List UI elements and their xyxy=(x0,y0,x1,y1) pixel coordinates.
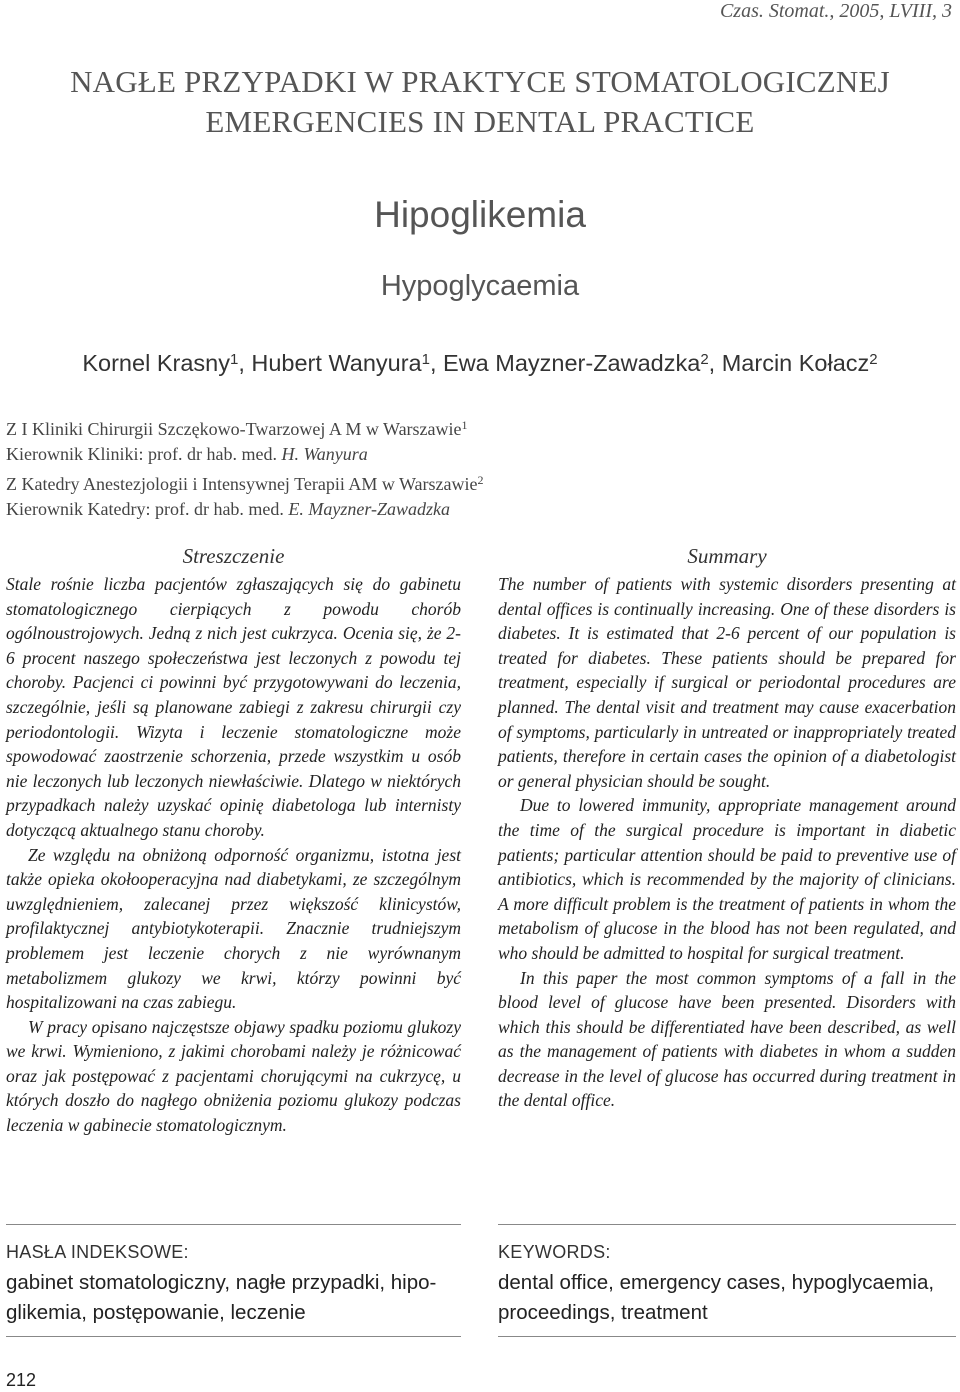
affiliation-mark: 2 xyxy=(477,473,484,487)
author-name: Hubert Wanyura xyxy=(251,350,422,376)
author-affiliation-mark: 1 xyxy=(229,351,239,368)
journal-reference: Czas. Stomat., 2005, LVIII, 3 xyxy=(719,0,952,22)
divider-top-left xyxy=(6,1224,461,1225)
author-separator: , xyxy=(708,350,722,376)
affiliation-head-name: E. Mayzner-Zawadzka xyxy=(288,499,451,519)
keywords-line: proceedings, treatment xyxy=(498,1301,708,1324)
keywords-line: glikemia, postępowanie, leczenie xyxy=(6,1301,306,1324)
abstract-paragraph: Stale rośnie liczba pacjentów zgłaszających się do gabinetu stomatologicznego cierpiących z powodu chorób ogólnoustrojowych. Jedną z nich jest cukrzyca. Ocenia się, że 2-6 procent naszego społeczeństwa jest leczonych z powodu tej choroby. Pacjenci ci powinni być przygotowywani do leczenia, szczególnie, jeśli są planowane zabiegi z zakresu chirurgii czy periodontologii. Wizyta i leczenie stomatologiczne może spowodować zaostrzenie schorzenia, przede wszystkim u osób nie leczonych lub leczonych niewłaściwie. Dlatego w niektórych przypadkach należy uzyskać opinię diabetologa lub internisty dotyczącą aktualnego stanu choroby. xyxy=(6,574,461,840)
article-title-pl: Hipoglikemia xyxy=(374,194,586,235)
article-title-en: Hypoglycaemia xyxy=(380,270,580,302)
affiliation-head-prefix: Kierownik Kliniki: prof. dr hab. med. xyxy=(6,444,282,464)
abstract-paragraph: In this paper the most common symptoms of a fall in the blood level of glucose have been presented. Disorders with which this should be differentiated have been described, as well as the management of patients with diabetes in whom a sudden decrease in the level of glucose has occurred during treatment in the dental office. xyxy=(498,967,956,1111)
series-title-pl: NAGŁE PRZYPADKI W PRAKTYCE STOMATOLOGICZNEJ xyxy=(70,64,890,99)
affiliation-unit: Z Katedry Anestezjologii i Intensywnej Terapii AM w Warszawie xyxy=(6,474,478,494)
abstract-paragraph: Ze względu na obniżoną odporność organizmu, istotna jest także opieka okołooperacyjna nad diabetykami, ze szczególnym uwzględnieniem, zalecanej przez większość klinicystów, profilaktycznej antybiotykoterapii. Znacznie trudniejszym problemem jest leczenie chorych z nie wyrównanym metabolizmem glukozy we krwi, którzy powinni być hospitalizowani na czas zabiegu. xyxy=(6,844,461,1013)
author-name: Ewa Mayzner-Zawadzka xyxy=(443,350,701,376)
keywords-en xyxy=(498,1268,956,1328)
author-name: Kornel Krasny xyxy=(82,350,230,376)
abstract-english xyxy=(498,542,956,1113)
affiliation-2 xyxy=(6,468,484,522)
affiliation-mark: 1 xyxy=(461,418,468,432)
author-list xyxy=(0,350,960,377)
author-affiliation-mark: 2 xyxy=(869,351,878,368)
abstract-polish xyxy=(6,542,461,1138)
divider-bottom-right xyxy=(498,1336,956,1337)
keywords-label-en: KEYWORDS: xyxy=(498,1242,611,1262)
author-affiliation-mark: 1 xyxy=(421,351,430,368)
divider-bottom-left xyxy=(6,1336,461,1337)
keywords-pl xyxy=(6,1268,461,1328)
keywords-line: dental office, emergency cases, hypoglycaemia, xyxy=(498,1271,935,1294)
author-separator: , xyxy=(238,350,252,376)
series-title-en: EMERGENCIES IN DENTAL PRACTICE xyxy=(205,104,755,139)
abstract-paragraph: Due to lowered immunity, appropriate management around the time of the surgical procedure is important in diabetic patients; particular attention should be paid to preventive use of antibiotics, which is recommended by the majority of clinicians. A more difficult problem is the treatment of patients in whom the metabolism of glucose in the blood has not been regulated, and who should be admitted to hospital for surgical treatment. xyxy=(498,795,956,963)
affiliation-1 xyxy=(6,413,468,467)
abstract-paragraph: The number of patients with systemic disorders presenting at dental offices is continually increasing. One of these disorders is diabetes. It is estimated that 2-6 percent of our population is treated for diabetes. These patients should be prepared for treatment, especially if surgical or periodontal procedures are planned. The dental visit and treatment may cause exacerbation of symptoms, particularly in untreated or inappropriately treated patients, therefore in certain cases the opinion of a diabetologist or general physician should be sought. xyxy=(498,574,956,791)
abstract-heading-en: Summary xyxy=(687,544,767,568)
affiliation-head-prefix: Kierownik Katedry: prof. dr hab. med. xyxy=(6,499,289,519)
author-affiliation-mark: 2 xyxy=(700,351,709,368)
abstract-paragraph: W pracy opisano najczęstsze objawy spadku poziomu glukozy we krwi. Wymieniono, z jakimi chorobami należy je różnicować oraz jak postępować z pacjentami chorującymi na cukrzycę, u których doszło do nagłego obniżenia poziomu glukozy podczas leczenia w gabinecie stomatologicznym. xyxy=(6,1016,461,1136)
page-number: 212 xyxy=(6,1370,37,1390)
abstract-heading-pl: Streszczenie xyxy=(182,544,285,568)
divider-top-right xyxy=(498,1224,956,1225)
keywords-label-pl: HASŁA INDEKSOWE: xyxy=(6,1242,189,1262)
author-name: Marcin Kołacz xyxy=(721,350,870,376)
keywords-line: gabinet stomatologiczny, nagłe przypadki, hipo- xyxy=(6,1271,437,1294)
affiliation-head-name: H. Wanyura xyxy=(281,444,368,464)
affiliation-unit: Z I Kliniki Chirurgii Szczękowo-Twarzowej A M w Warszawie xyxy=(6,419,462,439)
series-title xyxy=(0,62,960,142)
author-separator: , xyxy=(429,350,444,376)
